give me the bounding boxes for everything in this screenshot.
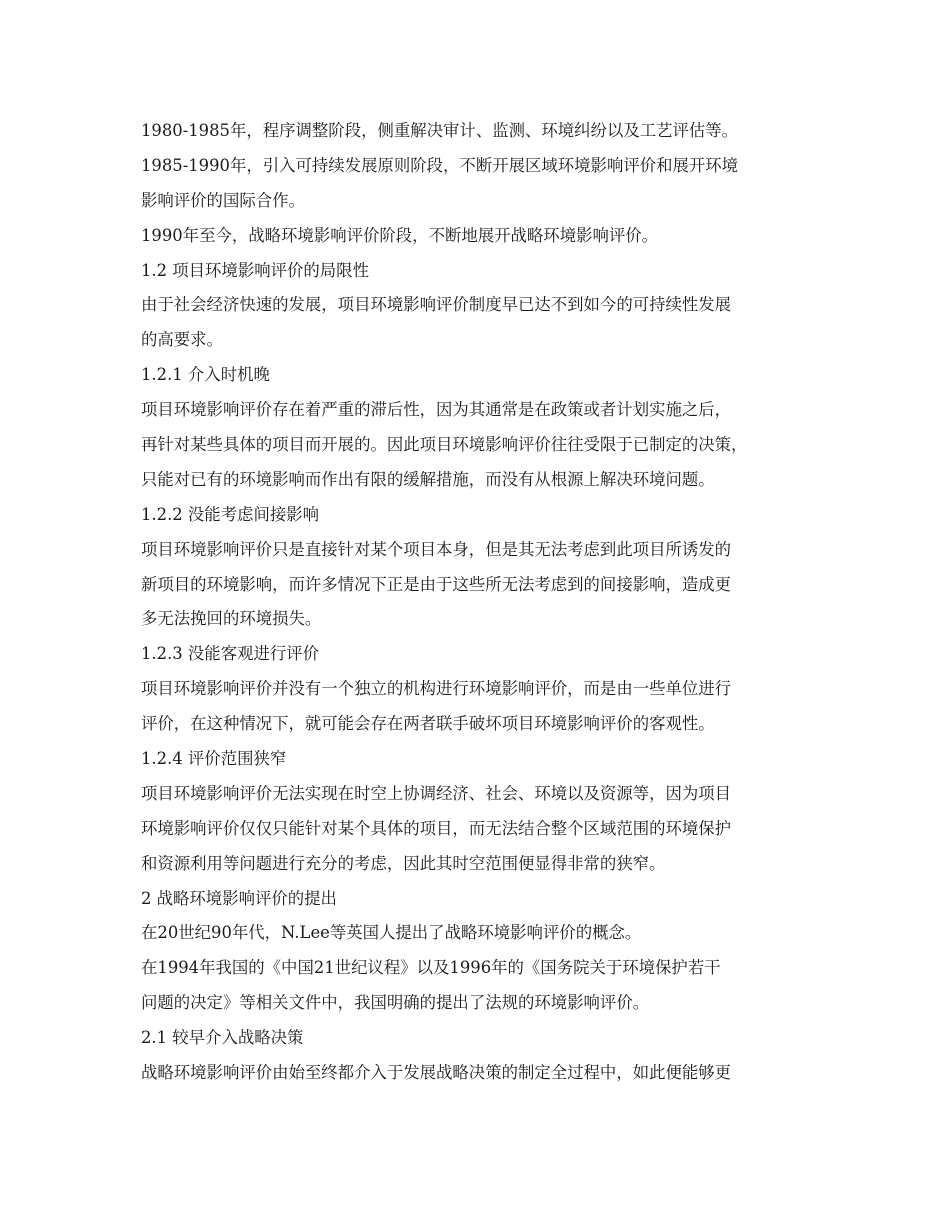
text-line: 只能对已有的环境影响而作出有限的缓解措施，而没有从根源上解决环境问题。 [141,469,715,489]
text-line: 在1994年我国的《中国21世纪议程》以及1996年的《国务院关于环境保护若干 [141,958,721,978]
text-line: 由于社会经济快速的发展，项目环境影响评价制度早已达不到如今的可持续性发展 [141,295,732,315]
document-page [141,114,821,1091]
text-line: 的高要求。 [141,330,223,350]
subsection-heading: 2.1 较早介入战略决策 [141,1028,304,1048]
text-line: 1985-1990年，引入可持续发展原则阶段，不断开展区域环境影响评价和展开环境 [141,155,739,175]
text-line: 新项目的环境影响，而许多情况下正是由于这些所无法考虑到的间接影响，造成更 [141,574,732,594]
text-line: 项目环境影响评价无法实现在时空上协调经济、社会、环境以及资源等，因为项目 [141,783,732,803]
text-line: 影响评价的国际合作。 [141,190,305,210]
text-line: 项目环境影响评价只是直接针对某个项目本身，但是其无法考虑到此项目所诱发的 [141,539,732,559]
section-heading: 2 战略环境影响评价的提出 [141,888,337,908]
text-line: 项目环境影响评价存在着严重的滞后性，因为其通常是在政策或者计划实施之后， [141,400,732,420]
text-line: 战略环境影响评价由始至终都介入于发展战略决策的制定全过程中，如此便能够更 [141,1063,732,1083]
subsection-heading: 1.2.4 评价范围狭窄 [141,749,287,769]
text-line: 问题的决定》等相关文件中，我国明确的提出了法规的环境影响评价。 [141,993,650,1013]
text-line: 1980-1985年，程序调整阶段，侧重解决审计、监测、环境纠纷以及工艺评估等。 [141,121,739,140]
text-line: 和资源利用等问题进行充分的考虑，因此其时空范围便显得非常的狭窄。 [141,853,666,873]
subsection-heading: 1.2.1 介入时机晚 [141,365,270,385]
section-heading: 1.2 项目环境影响评价的局限性 [141,260,369,280]
subsection-heading: 1.2.2 没能考虑间接影响 [141,504,320,524]
text-line: 多无法挽回的环境损失。 [141,609,322,629]
text-line: 在20世纪90年代，N.Lee等英国人提出了战略环境影响评价的概念。 [141,923,642,943]
subsection-heading: 1.2.3 没能客观进行评价 [141,644,320,664]
text-line: 项目环境影响评价并没有一个独立的机构进行环境影响评价，而是由一些单位进行 [141,679,732,699]
text-line: 1990年至今，战略环境影响评价阶段，不断地展开战略环境影响评价。 [141,225,659,245]
text-line: 再针对某些具体的项目而开展的。因此项目环境影响评价往往受限于已制定的决策， [141,435,748,455]
text-line: 环境影响评价仅仅只能针对某个具体的项目，而无法结合整个区域范围的环境保护 [141,818,732,838]
text-line: 评价，在这种情况下，就可能会存在两者联手破坏项目环境影响评价的客观性。 [141,714,715,734]
